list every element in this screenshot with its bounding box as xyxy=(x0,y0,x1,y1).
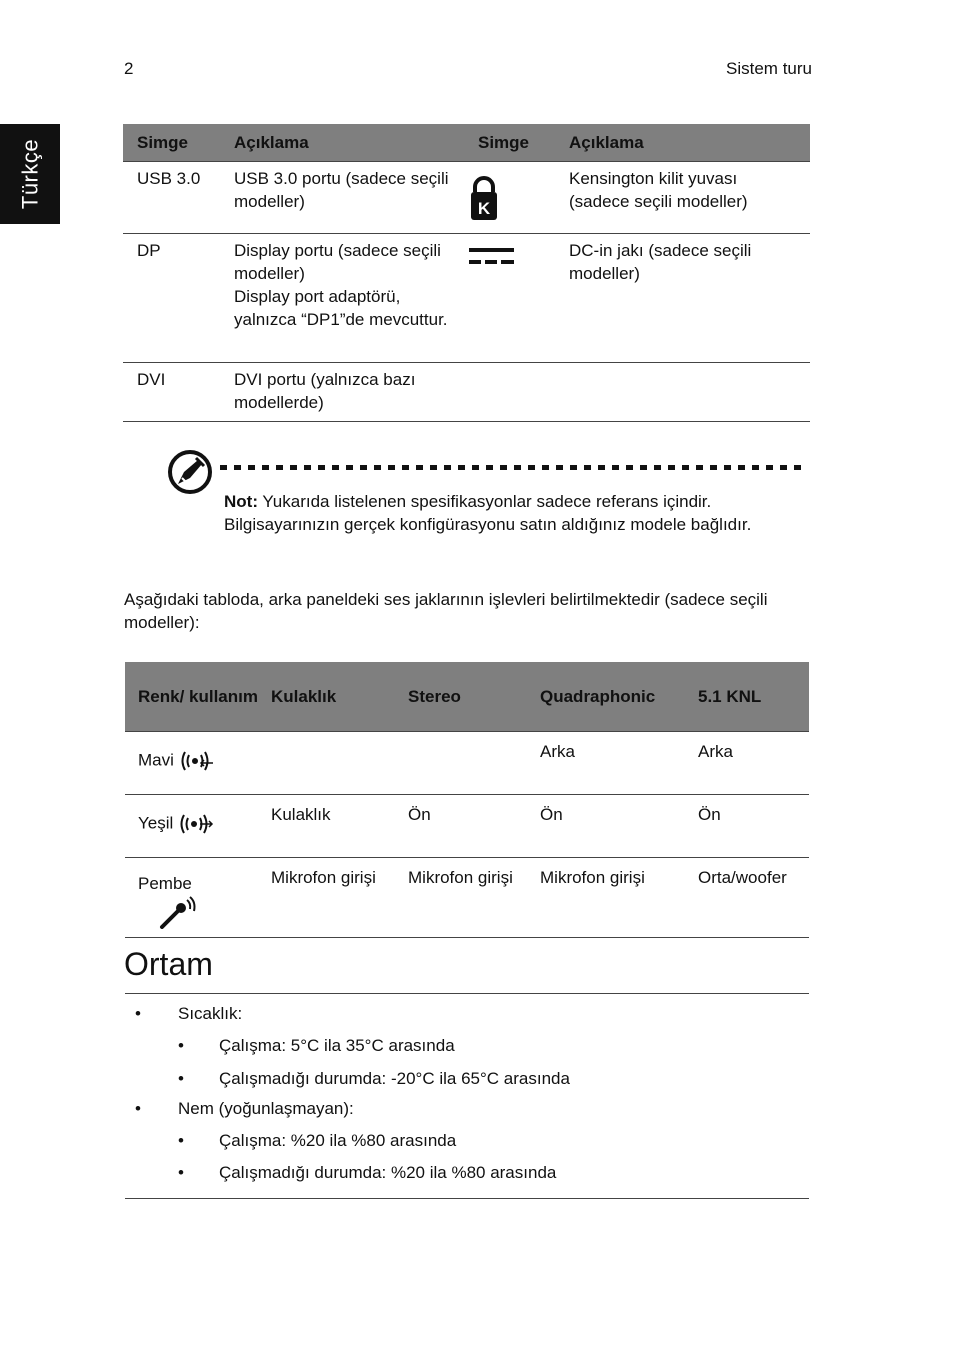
audio-jack-table xyxy=(125,662,809,938)
port-description-line: Display portu (sadece seçili modeller) xyxy=(234,241,441,283)
port-description: USB 3.0 portu (sadece seçili modeller) xyxy=(220,162,464,234)
section-heading: Ortam xyxy=(124,946,213,982)
table-row xyxy=(125,858,809,938)
table-cell: Mikrofon girişi xyxy=(395,858,527,938)
port-description: DVI portu (yalnızca bazı modellerde) xyxy=(220,363,464,422)
table-cell: Mikrofon girişi xyxy=(527,858,685,938)
jack-color-cell xyxy=(125,732,258,795)
language-tab-label: Türkçe xyxy=(17,138,43,210)
column-header: Simge xyxy=(464,124,555,162)
port-description-line: Display port adaptörü, yalnızca “DP1”de mevcuttur. xyxy=(234,287,448,329)
bullet: • xyxy=(178,1131,184,1150)
page-number: 2 xyxy=(124,59,134,78)
port-label: DP xyxy=(123,234,220,363)
svg-text:K: K xyxy=(477,199,491,218)
dc-in-icon xyxy=(464,234,555,363)
list-item: Nem (yoğunlaşmayan): xyxy=(178,1099,354,1118)
table-cell: Ön xyxy=(685,795,809,858)
table-row xyxy=(123,162,810,234)
column-header: Açıklama xyxy=(555,124,810,162)
column-header: Açıklama xyxy=(220,124,464,162)
jack-color: Pembe xyxy=(138,874,192,893)
column-header: Stereo xyxy=(395,662,527,732)
table-row xyxy=(123,234,810,363)
language-tab xyxy=(0,124,60,224)
microphone-icon xyxy=(158,895,198,929)
bullet: • xyxy=(135,1004,141,1023)
kensington-lock-icon xyxy=(464,162,555,234)
column-header: Renk/ kullanım xyxy=(125,662,258,732)
port-label: USB 3.0 xyxy=(123,162,220,234)
table-row xyxy=(125,795,809,858)
jack-color: Mavi xyxy=(138,750,174,770)
column-header: Simge xyxy=(123,124,220,162)
jack-color-cell xyxy=(125,795,258,858)
bullet: • xyxy=(178,1036,184,1055)
table-cell: Ön xyxy=(395,795,527,858)
ports-table-header xyxy=(123,124,810,162)
port-description xyxy=(220,234,464,363)
port-label: DVI xyxy=(123,363,220,422)
port-description: DC-in jakı (sadece seçili modeller) xyxy=(555,234,810,363)
table-row xyxy=(123,363,810,422)
list-subitem: Çalışmadığı durumda: %20 ila %80 arasında xyxy=(219,1163,557,1182)
table-cell: Mikrofon girişi xyxy=(258,858,395,938)
line-in-icon xyxy=(179,748,215,774)
bullet: • xyxy=(135,1099,141,1118)
note-label: Not: xyxy=(224,492,258,511)
line-out-icon xyxy=(178,811,214,837)
table-cell: Arka xyxy=(685,732,809,795)
intro-paragraph: Aşağıdaki tabloda, arka paneldeki ses jaklarının işlevleri belirtilmektedir (sadece seçili modeller): xyxy=(124,590,768,632)
list-item: Sıcaklık: xyxy=(178,1004,243,1023)
table-cell xyxy=(395,732,527,795)
table-cell: Ön xyxy=(527,795,685,858)
section-title: Sistem turu xyxy=(726,59,812,78)
list-subitem: Çalışma: %20 ila %80 arasında xyxy=(219,1131,457,1150)
table-cell: Orta/woofer xyxy=(685,858,809,938)
note-body: Yukarıda listelenen spesifikasyonlar sadece referans içindir. Bilgisayarınızın gerçek konfigürasyonu satın aldığınız modele bağlıdır. xyxy=(224,492,752,534)
bullet: • xyxy=(178,1069,184,1088)
section-divider xyxy=(125,993,809,994)
note-icon xyxy=(166,448,214,502)
column-header: Quadraphonic xyxy=(527,662,685,732)
audio-table-header xyxy=(125,662,809,732)
jack-color: Yeşil xyxy=(138,813,174,833)
note-text xyxy=(224,490,784,536)
table-cell: Arka xyxy=(527,732,685,795)
column-header: 5.1 KNL xyxy=(685,662,809,732)
bullet: • xyxy=(178,1163,184,1182)
jack-color-cell xyxy=(125,858,258,938)
note-divider xyxy=(220,465,806,470)
section-divider xyxy=(125,1198,809,1199)
list-subitem: Çalışma: 5°C ila 35°C arasında xyxy=(219,1036,455,1055)
ports-table xyxy=(123,124,810,422)
column-header: Kulaklık xyxy=(258,662,395,732)
table-row xyxy=(125,732,809,795)
table-cell xyxy=(258,732,395,795)
table-cell: Kulaklık xyxy=(258,795,395,858)
port-description: Kensington kilit yuvası (sadece seçili modeller) xyxy=(555,162,810,234)
list-subitem: Çalışmadığı durumda: -20°C ila 65°C arasında xyxy=(219,1069,570,1088)
